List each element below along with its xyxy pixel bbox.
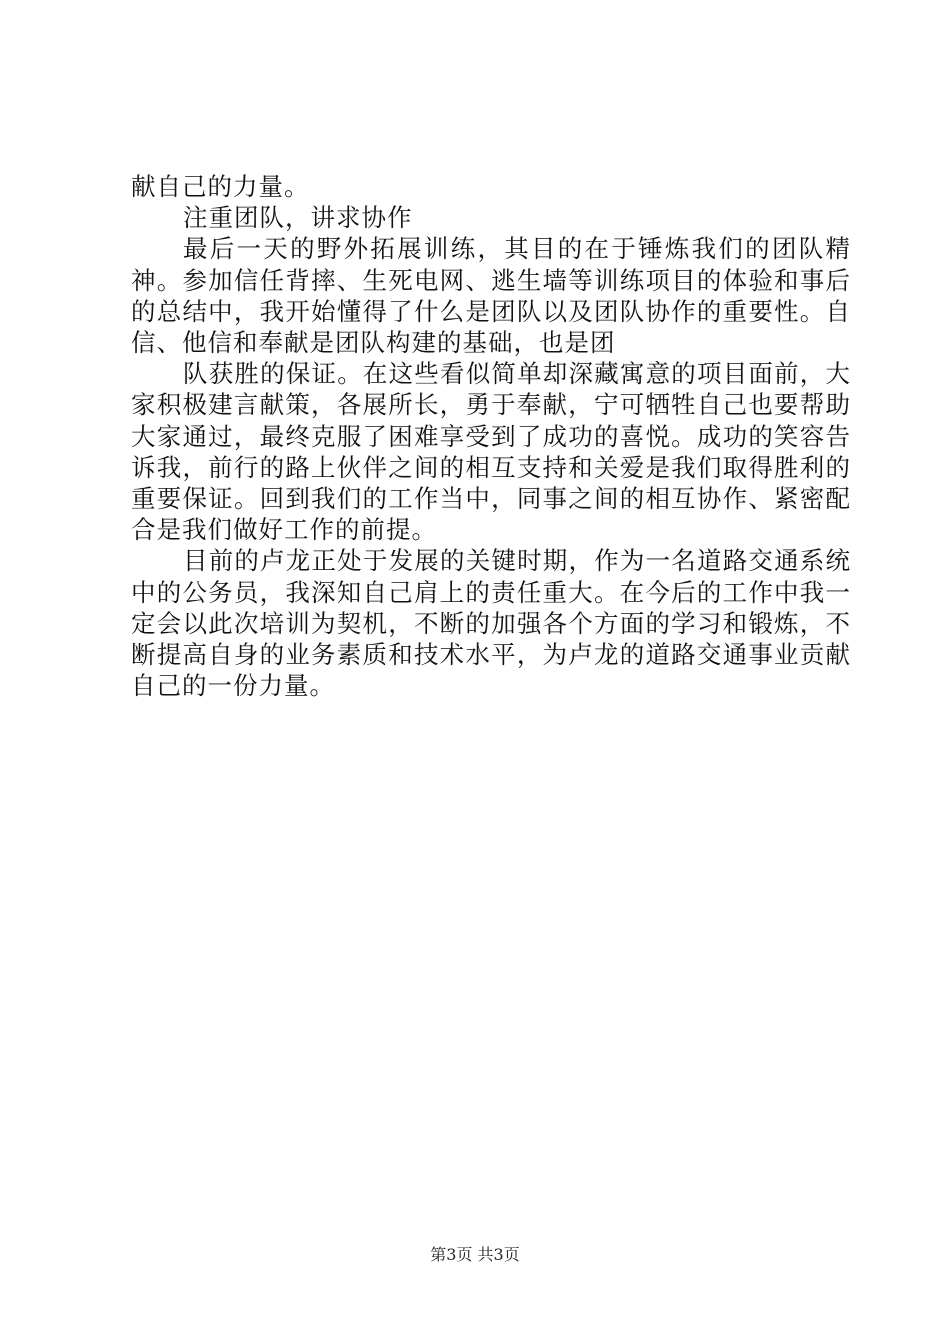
paragraph-3: 队获胜的保证。在这些看似简单却深藏寓意的项目面前，大家积极建言献策，各展所长，勇于奉献，宁可牺牲自己也要帮助大家通过，最终克服了困难享受到了成功的喜悦。成功的笑容告诉我，前行的路上伙伴之间的相互支持和关爱是我们取得胜利的重要保证。回到我们的工作当中，同事之间的相互协作、紧密配合是我们做好工作的前提。 — [131, 359, 851, 545]
page-footer — [0, 1244, 950, 1266]
page-number: 第3页 共3页 — [430, 1245, 520, 1264]
document-body — [131, 171, 851, 701]
paragraph-2: 最后一天的野外拓展训练，其目的在于锤炼我们的团队精神。参加信任背摔、生死电网、逃生墙等训练项目的体验和事后的总结中，我开始懂得了什么是团队以及团队协作的重要性。自信、他信和奉献是团队构建的基础，也是团 — [131, 234, 851, 358]
paragraph-1: 献自己的力量。 — [131, 172, 310, 201]
paragraph-4: 目前的卢龙正处于发展的关键时期，作为一名道路交通系统中的公务员，我深知自己肩上的责任重大。在今后的工作中我一定会以此次培训为契机，不断的加强各个方面的学习和锻炼，不断提高自身的业务素质和技术水平，为卢龙的道路交通事业贡献自己的一份力量。 — [131, 546, 851, 701]
section-heading: 注重团队，讲求协作 — [183, 203, 413, 233]
